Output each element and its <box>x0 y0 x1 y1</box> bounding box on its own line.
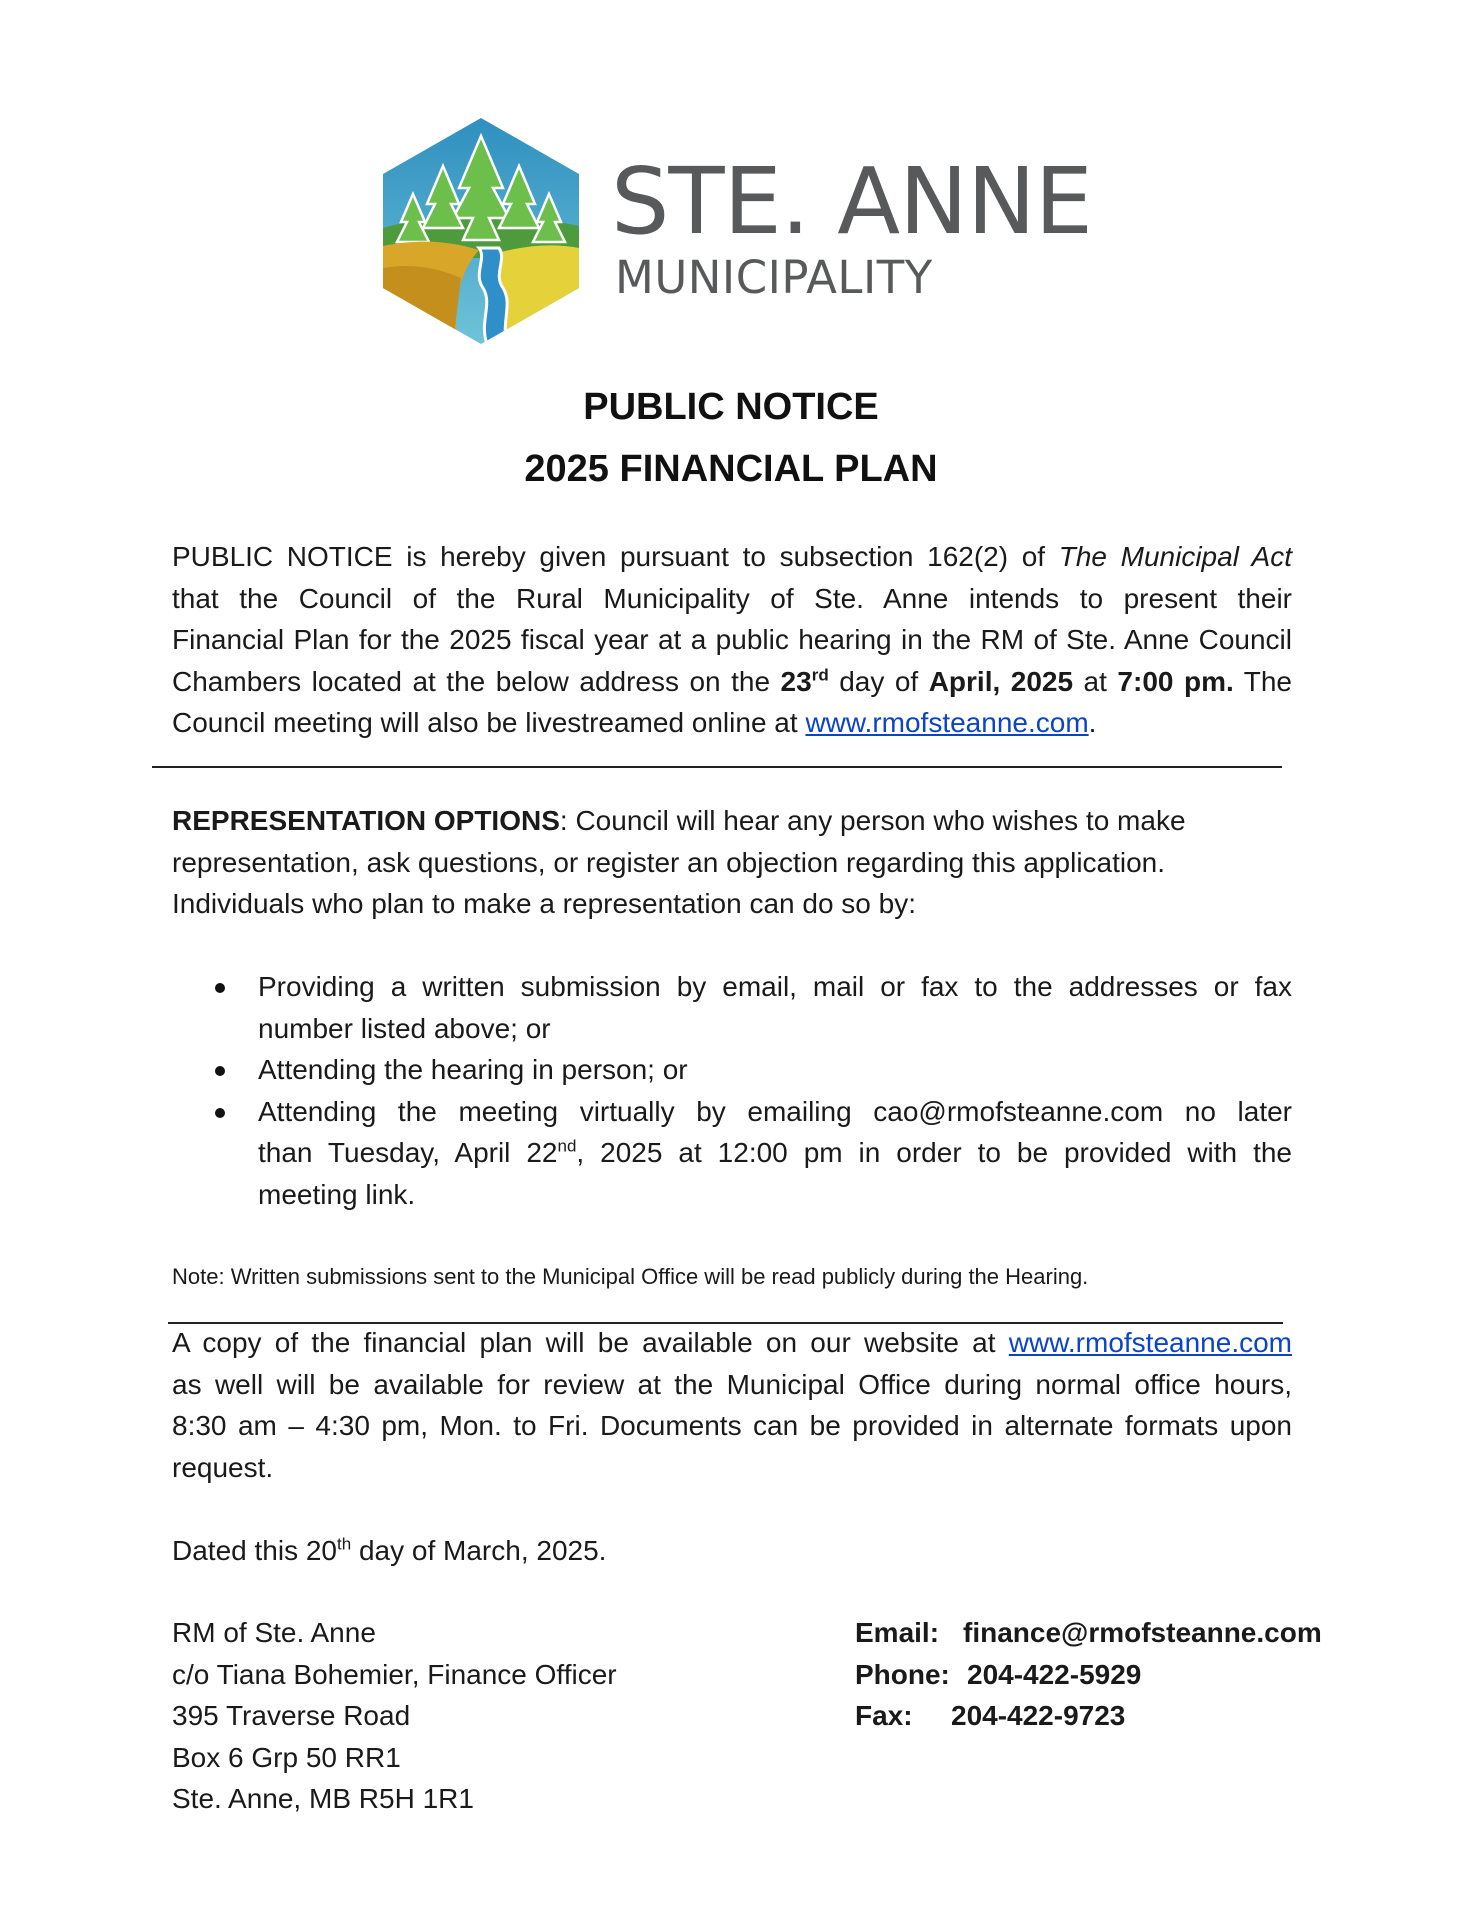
copy-line-1 <box>172 1322 1292 1364</box>
list-item-line: Attending the meeting virtually by emailing cao@rmofsteanne.com no later <box>258 1095 1292 1127</box>
list-item-text: than Tuesday, April 22 <box>258 1137 558 1168</box>
hearing-date: April, 2025 <box>928 665 1074 697</box>
intro-text: at <box>1073 665 1118 697</box>
list-item-line: Providing a written submission by email, mail or fax to the addresses or fax <box>258 971 1292 1002</box>
ste-anne-logo-mark-icon <box>383 118 579 344</box>
dated-text: Dated this 20 <box>172 1535 337 1566</box>
fax-label: Fax: <box>855 1700 913 1731</box>
address-line: Box 6 Grp 50 RR1 <box>172 1741 401 1773</box>
fax-value: 204-422-9723 <box>951 1700 1126 1731</box>
email-value: finance@rmofsteanne.com <box>963 1617 1322 1648</box>
mailing-address <box>172 1612 617 1820</box>
list-item-line <box>258 1132 1292 1174</box>
representation-line-3: Individuals who plan to make a representation can do so by: <box>172 888 917 919</box>
phone-label: Phone: <box>855 1658 950 1690</box>
representation-line-1 <box>172 800 1292 842</box>
representation-paragraph <box>172 800 1292 925</box>
hearing-day-suffix: rd <box>811 665 829 685</box>
dated-text: day of March, 2025. <box>351 1535 607 1566</box>
representation-text: : Council will hear any person who wishes to make <box>559 805 1186 836</box>
copy-line-4: request. <box>172 1451 274 1483</box>
hearing-day: 23 <box>780 665 812 697</box>
date-suffix: th <box>337 1534 352 1554</box>
intro-line-2: that the Council of the Rural Municipality of Ste. Anne intends to present their <box>172 582 1292 614</box>
intro-text: Chambers located at the below address on the <box>172 665 781 697</box>
submission-note: Note: Written submissions sent to the Municipal Office will be read publicly during the Hearing. <box>172 1264 1089 1289</box>
address-line: 395 Traverse Road <box>172 1700 411 1731</box>
website-link[interactable]: www.rmofsteanne.com <box>805 707 1089 738</box>
intro-line-1 <box>172 536 1292 578</box>
list-item-line: number listed above; or <box>258 1012 551 1044</box>
copy-line-2: as well will be available for review at the Municipal Office during normal office hours, <box>172 1368 1292 1400</box>
representation-heading: REPRESENTATION OPTIONS <box>172 805 560 836</box>
list-item <box>172 966 1292 1049</box>
contact-details <box>855 1612 1322 1737</box>
list-item-text: , 2025 at 12:00 pm in order to be provided with the <box>576 1137 1292 1168</box>
notice-subtitle: 2025 FINANCIAL PLAN <box>524 448 938 490</box>
fax-row <box>855 1695 1126 1737</box>
intro-text: day of <box>828 665 929 697</box>
intro-text: Council meeting will also be livestreamed online at <box>172 707 806 738</box>
list-item <box>172 1049 1292 1091</box>
copy-text: A copy of the financial plan will be available on our website at <box>172 1327 1009 1358</box>
intro-text: PUBLIC NOTICE is hereby given pursuant to subsection 162(2) of <box>172 541 1059 572</box>
intro-line-4 <box>172 661 1292 703</box>
representation-line-2: representation, ask questions, or register an objection regarding this application. <box>172 846 1166 878</box>
email-row <box>855 1612 1322 1654</box>
divider <box>152 766 1282 768</box>
address-line: c/o Tiana Bohemier, Finance Officer <box>172 1658 617 1690</box>
bullet-icon <box>215 1108 225 1118</box>
website-link[interactable]: www.rmofsteanne.com <box>1008 1327 1292 1358</box>
copy-line-3: 8:30 am – 4:30 pm, Mon. to Fri. Documents can be provided in alternate formats upon <box>172 1410 1292 1441</box>
copy-availability-paragraph <box>172 1322 1292 1488</box>
address-line: RM of Ste. Anne <box>172 1617 376 1648</box>
bullet-icon <box>215 983 225 993</box>
act-title: The Municipal Act <box>1058 541 1292 572</box>
dated-line <box>172 1530 1292 1572</box>
date-suffix: nd <box>557 1136 577 1156</box>
phone-row <box>855 1654 1142 1696</box>
intro-text: . <box>1088 707 1097 738</box>
list-item-line: meeting link. <box>258 1178 416 1210</box>
address-line: Ste. Anne, MB R5H 1R1 <box>172 1783 474 1814</box>
phone-value: 204-422-5929 <box>967 1658 1142 1690</box>
list-item <box>172 1091 1292 1216</box>
email-label: Email: <box>855 1617 940 1648</box>
municipality-logo <box>383 118 1092 348</box>
intro-text: The <box>1233 665 1292 697</box>
notice-title: PUBLIC NOTICE <box>583 386 879 428</box>
intro-line-5 <box>172 702 1292 744</box>
list-item-line: Attending the hearing in person; or <box>258 1054 688 1085</box>
intro-line-3: Financial Plan for the 2025 fiscal year at a public hearing in the RM of Ste. Anne Council <box>172 624 1292 655</box>
logo-name: STE. ANNE <box>611 148 1092 255</box>
logo-subtitle: MUNICIPALITY <box>615 251 933 304</box>
bullet-icon <box>215 1066 225 1076</box>
hearing-time: 7:00 pm. <box>1117 665 1234 697</box>
representation-options-list <box>172 966 1292 1215</box>
intro-paragraph <box>172 536 1292 744</box>
